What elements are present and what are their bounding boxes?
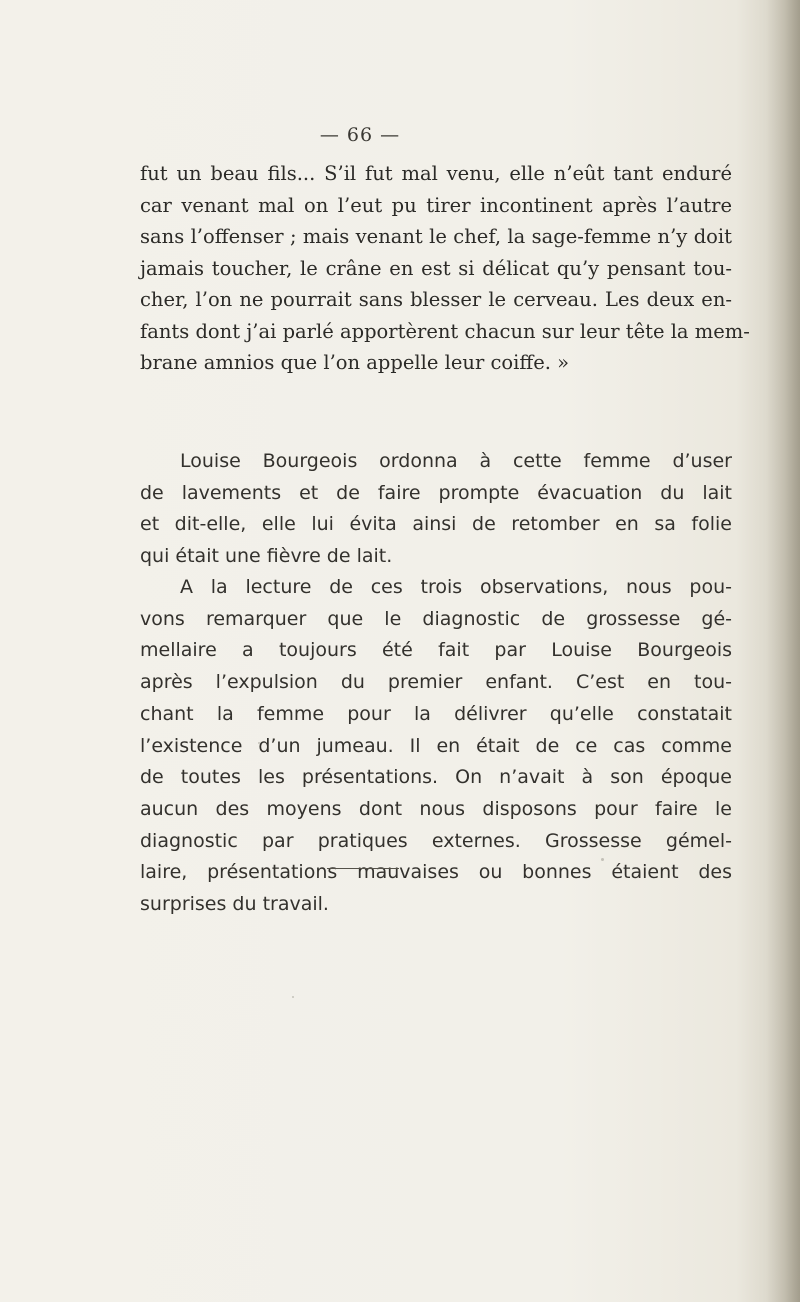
text-line: laire, présentations mauvaises ou bonnes étaient des: [140, 861, 732, 884]
text-line: mellaire a toujours été fait par Louise Bourgeois: [140, 639, 732, 662]
text-line: qui était une fièvre de lait.: [140, 545, 393, 568]
paper-speck: [601, 858, 604, 861]
text-line: aucun des moyens dont nous disposons pour faire le: [140, 797, 732, 820]
text-line: A la lecture de ces trois observations, nous pou-: [180, 576, 732, 598]
text-line: surprises du travail.: [140, 893, 329, 916]
text-line: chant la femme pour la délivrer qu’elle constatait: [140, 702, 732, 725]
text-line: de toutes les présentations. On n’avait à son époque: [140, 766, 732, 789]
text-line: et dit-elle, elle lui évita ainsi de retomber en sa folie: [140, 513, 732, 536]
text-line: fants dont j’ai parlé apportèrent chacun sur leur tête la mem-: [140, 319, 750, 343]
section-end-rule: [327, 868, 399, 869]
text-line: après l’expulsion du premier enfant. C’est en tou-: [140, 671, 732, 694]
text-line: l’existence d’un jumeau. Il en était de ce cas comme: [140, 734, 732, 757]
text-line: car venant mal on l’eut pu tirer incontinent après l’autre: [140, 193, 732, 217]
paper-speck: [292, 996, 294, 998]
text-line: sans l’offenser ; mais venant le chef, la sage-femme n’y doit: [140, 225, 732, 248]
text-line: fut un beau fils... S’il fut mal venu, elle n’eût tant enduré: [140, 162, 732, 185]
text-line: diagnostic par pratiques externes. Grossesse gémel-: [140, 829, 732, 852]
paragraph-quote-end: [140, 158, 750, 379]
page-number: — 66 —: [319, 124, 401, 146]
text-line: brane amnios que l’on appelle leur coiffe. »: [140, 351, 570, 374]
text-line: cher, l’on ne pourrait sans blesser le cerveau. Les deux en-: [140, 288, 732, 311]
page-edge-shadow: [766, 0, 800, 1302]
text-line: de lavements et de faire prompte évacuation du lait: [140, 481, 732, 504]
paragraph-treatment: [140, 446, 732, 573]
paragraph-observations: [140, 572, 732, 921]
text-line: Louise Bourgeois ordonna à cette femme d’user: [180, 450, 732, 472]
text-line: vons remarquer que le diagnostic de grossesse gé-: [140, 607, 732, 630]
paper-speck: [258, 742, 260, 744]
text-line: jamais toucher, le crâne en est si délicat qu’y pensant tou-: [140, 256, 732, 280]
